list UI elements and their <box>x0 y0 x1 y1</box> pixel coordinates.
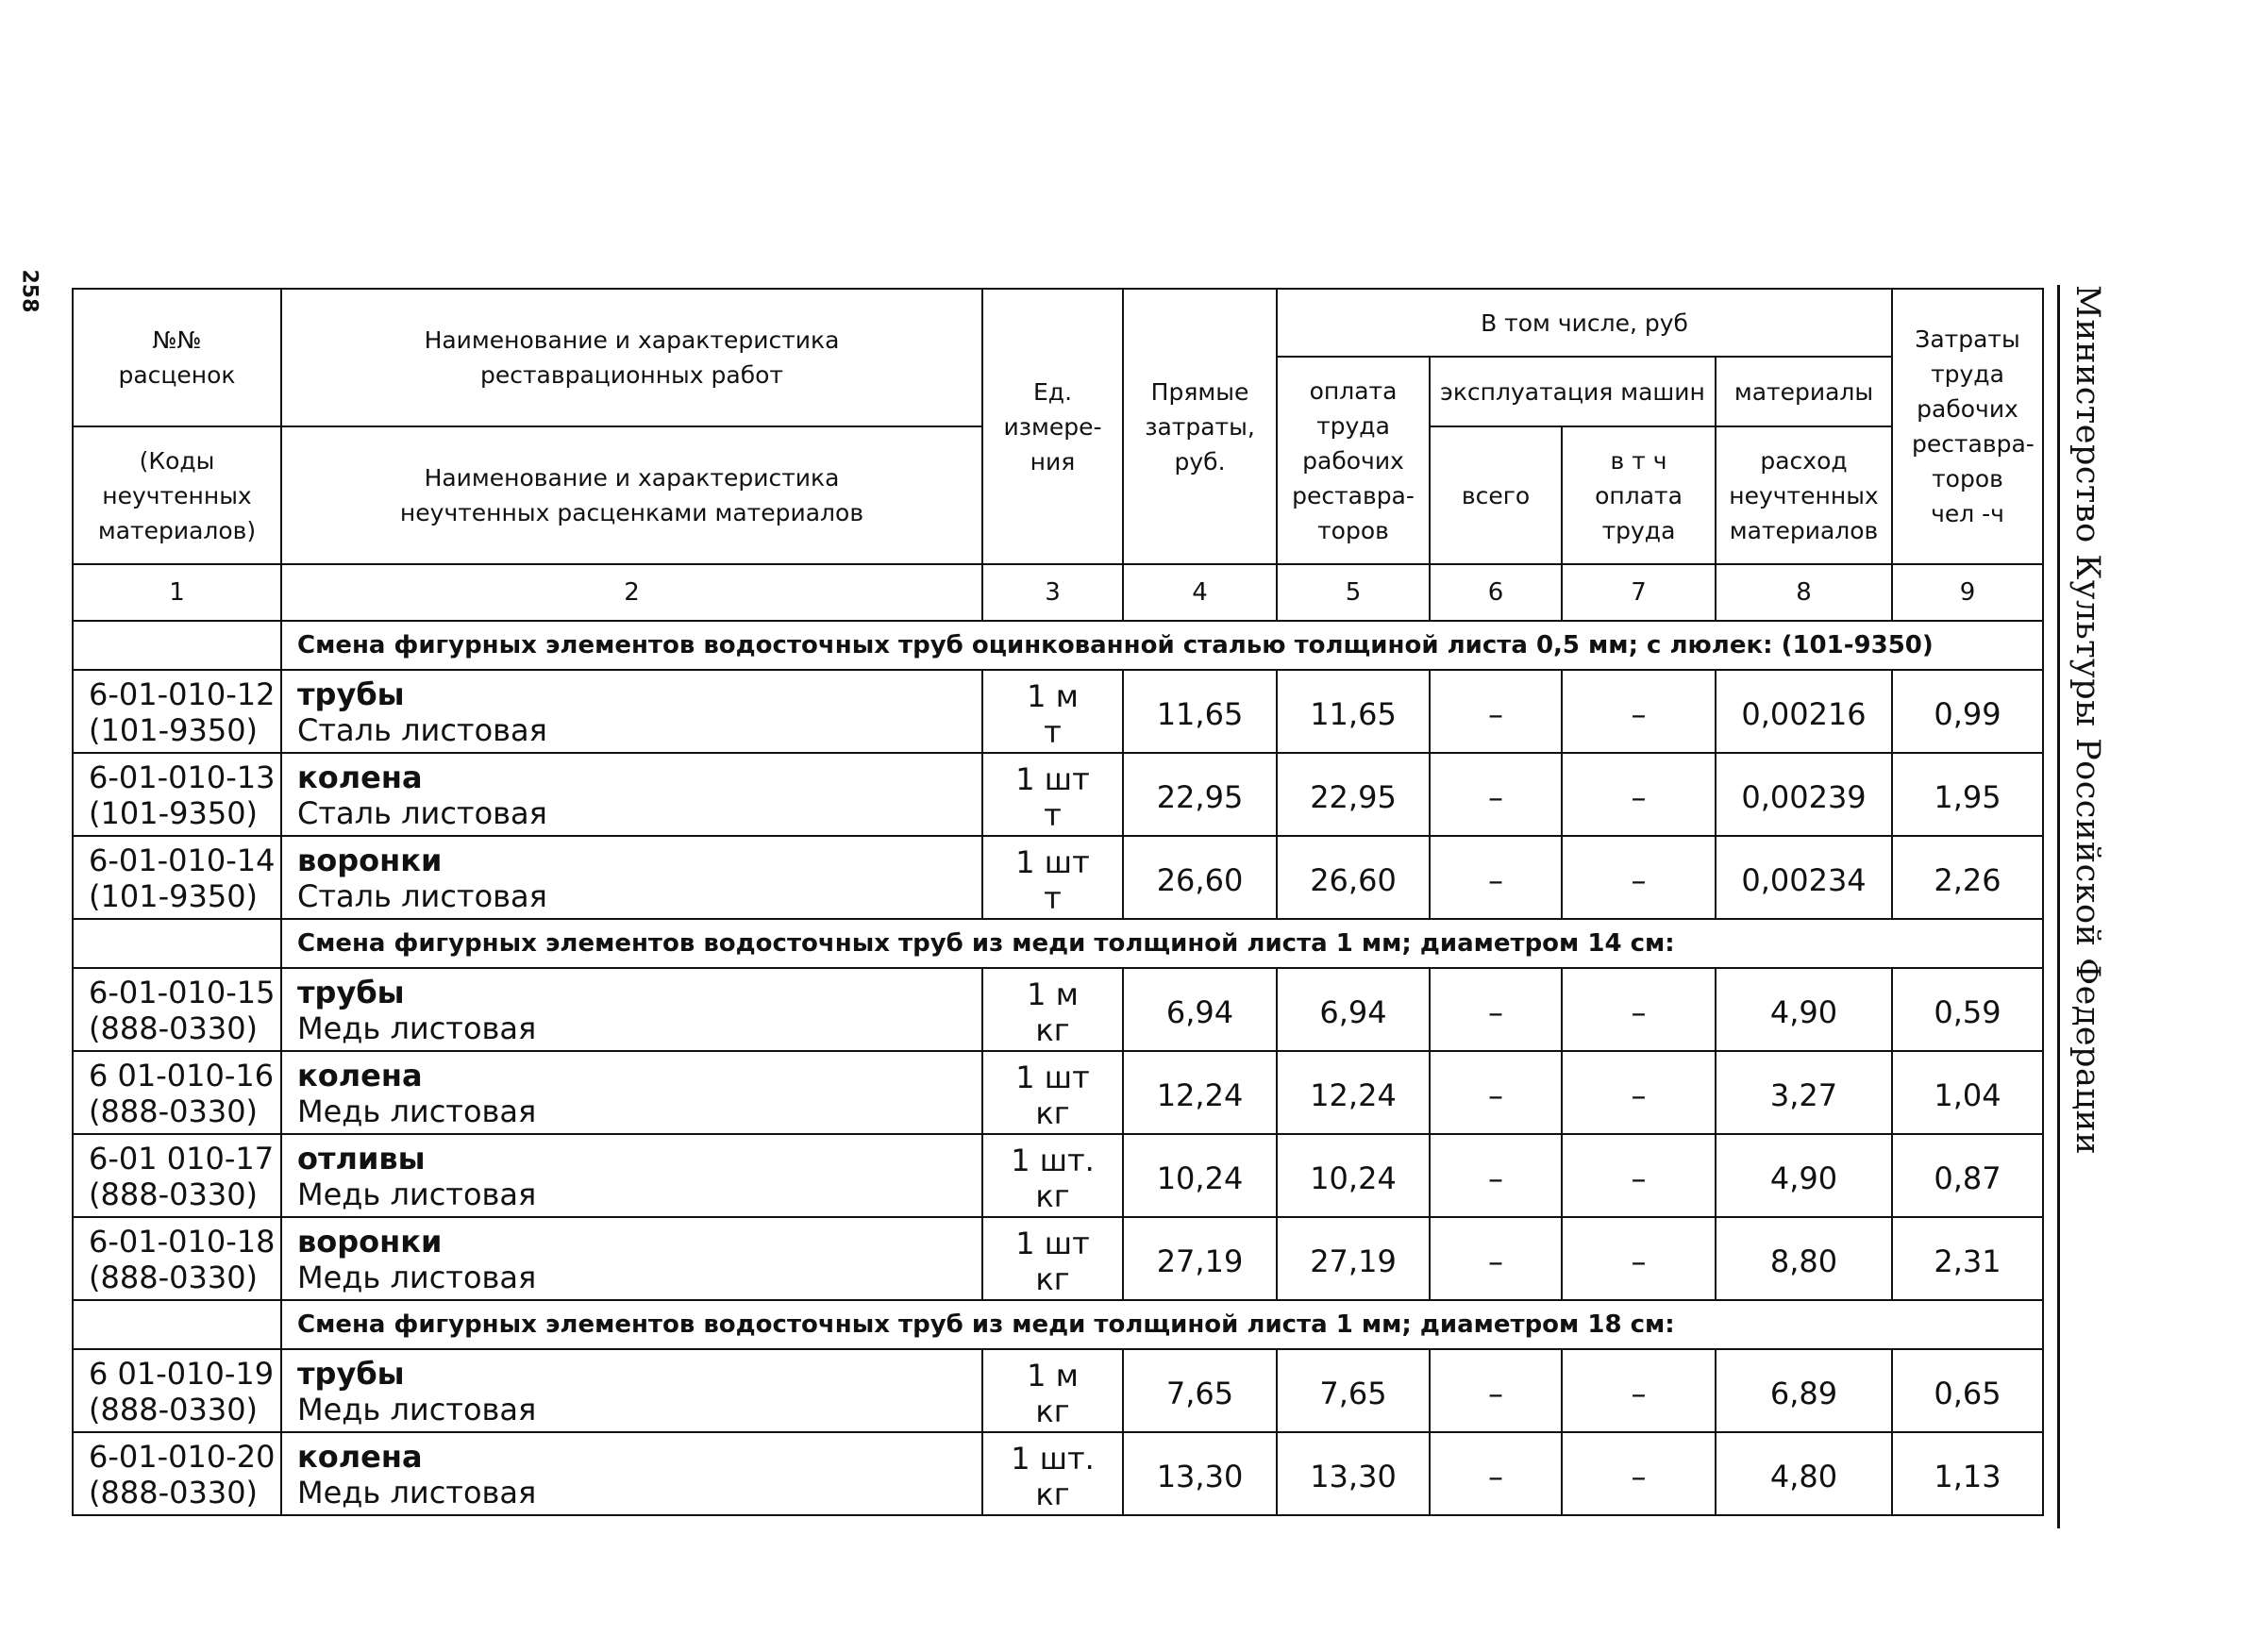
rate-code: 6-01-010-13 <box>89 759 276 795</box>
labor-hours-value: 2,31 <box>1892 1217 2043 1300</box>
material-code: (888-0330) <box>89 1093 259 1129</box>
materials-usage-value: 6,89 <box>1716 1349 1892 1432</box>
labor-hours-value: 0,65 <box>1892 1349 2043 1432</box>
material-code: (888-0330) <box>89 1176 259 1212</box>
unit-work: 1 м <box>1027 1358 1079 1393</box>
machines-labor-value: – <box>1562 1051 1716 1134</box>
machines-total-value: – <box>1430 1217 1562 1300</box>
work-name-cell <box>281 1432 982 1515</box>
labor-hours-value: 0,87 <box>1892 1134 2043 1217</box>
rate-code-cell <box>73 968 281 1051</box>
machines-labor-value: – <box>1562 1432 1716 1515</box>
header-materials-usage: расход неучтенных материалов <box>1716 426 1892 564</box>
rate-code-cell <box>73 1217 281 1300</box>
rate-code: 6 01-010-19 <box>89 1356 275 1392</box>
material-name: Медь листовая <box>297 1260 537 1295</box>
unit-cell <box>982 1349 1123 1432</box>
machines-total-value: – <box>1430 1134 1562 1217</box>
labor-pay-value: 27,19 <box>1277 1217 1430 1300</box>
rate-code: 6-01-010-14 <box>89 843 276 878</box>
unit-work: 1 м <box>1027 678 1079 714</box>
unit-material: т <box>1044 714 1062 750</box>
header-direct-costs: Прямые затраты, руб. <box>1123 289 1277 564</box>
unit-material: кг <box>1035 1012 1070 1048</box>
rate-code: 6-01-010-18 <box>89 1224 276 1260</box>
group-title: Смена фигурных элементов водосточных труб оцинкованной сталью толщиной листа 0,5 мм; с люлек: (101-9350) <box>281 621 2043 670</box>
unit-work: 1 шт. <box>1011 1143 1095 1178</box>
unit-material: т <box>1044 797 1062 833</box>
material-name: Медь листовая <box>297 1010 537 1046</box>
work-name-cell <box>281 1217 982 1300</box>
material-name: Медь листовая <box>297 1475 537 1510</box>
unit-cell <box>982 1134 1123 1217</box>
work-name-cell <box>281 753 982 836</box>
labor-pay-value: 11,65 <box>1277 670 1430 753</box>
machines-labor-value: – <box>1562 968 1716 1051</box>
material-name: Сталь листовая <box>297 795 547 831</box>
labor-hours-value: 1,13 <box>1892 1432 2043 1515</box>
table-row <box>73 1349 2043 1432</box>
header-including: В том числе, руб <box>1277 289 1892 357</box>
header-machines-labor: в т ч оплата труда <box>1562 426 1716 564</box>
work-name: колена <box>297 1439 423 1475</box>
side-title-text: Министерство Культуры Российской Федерации <box>2068 285 2106 1156</box>
machines-labor-value: – <box>1562 670 1716 753</box>
unit-work: 1 шт. <box>1011 1441 1095 1477</box>
labor-pay-value: 12,24 <box>1277 1051 1430 1134</box>
labor-hours-value: 1,04 <box>1892 1051 2043 1134</box>
work-name: колена <box>297 759 423 795</box>
direct-costs-value: 13,30 <box>1123 1432 1277 1515</box>
unit-work: 1 шт <box>1015 761 1090 797</box>
work-name: воронки <box>297 843 443 878</box>
unit-material: кг <box>1035 1095 1070 1131</box>
materials-usage-value: 4,90 <box>1716 1134 1892 1217</box>
unit-cell <box>982 1051 1123 1134</box>
work-name: воронки <box>297 1224 443 1260</box>
unit-cell <box>982 753 1123 836</box>
column-number: 1 <box>73 564 281 621</box>
rate-code-cell <box>73 1134 281 1217</box>
group-title: Смена фигурных элементов водосточных труб из меди толщиной листа 1 мм; диаметром 14 см: <box>281 919 2043 968</box>
rate-code: 6-01-010-20 <box>89 1439 276 1475</box>
group-code-cell <box>73 919 281 968</box>
rates-table <box>72 288 2044 1516</box>
direct-costs-value: 22,95 <box>1123 753 1277 836</box>
material-code: (101-9350) <box>89 712 259 748</box>
material-code: (888-0330) <box>89 1260 259 1295</box>
work-name-cell <box>281 1051 982 1134</box>
column-number: 5 <box>1277 564 1430 621</box>
header-material-codes: (Коды неучтенных материалов) <box>73 426 281 564</box>
direct-costs-value: 6,94 <box>1123 968 1277 1051</box>
work-name: трубы <box>297 1356 405 1392</box>
page-number: 258 <box>17 269 42 313</box>
rate-code-cell <box>73 1349 281 1432</box>
work-name-cell <box>281 1134 982 1217</box>
header-materials: материалы <box>1716 357 1892 426</box>
direct-costs-value: 11,65 <box>1123 670 1277 753</box>
material-name: Медь листовая <box>297 1093 537 1129</box>
materials-usage-value: 8,80 <box>1716 1217 1892 1300</box>
rate-code-cell <box>73 670 281 753</box>
unit-cell <box>982 836 1123 919</box>
unit-work: 1 м <box>1027 976 1079 1012</box>
machines-total-value: – <box>1430 670 1562 753</box>
machines-labor-value: – <box>1562 1349 1716 1432</box>
machines-labor-value: – <box>1562 1217 1716 1300</box>
rate-code: 6-01-010-15 <box>89 975 276 1010</box>
column-number: 3 <box>982 564 1123 621</box>
unit-material: кг <box>1035 1477 1070 1512</box>
labor-hours-value: 0,99 <box>1892 670 2043 753</box>
machines-total-value: – <box>1430 1349 1562 1432</box>
work-name-cell <box>281 968 982 1051</box>
work-name: колена <box>297 1058 423 1093</box>
machines-labor-value: – <box>1562 1134 1716 1217</box>
column-number: 6 <box>1430 564 1562 621</box>
material-code: (888-0330) <box>89 1475 259 1510</box>
unit-work: 1 шт <box>1015 844 1090 880</box>
direct-costs-value: 10,24 <box>1123 1134 1277 1217</box>
machines-labor-value: – <box>1562 753 1716 836</box>
material-code: (101-9350) <box>89 795 259 831</box>
labor-pay-value: 6,94 <box>1277 968 1430 1051</box>
labor-pay-value: 10,24 <box>1277 1134 1430 1217</box>
material-code: (101-9350) <box>89 878 259 914</box>
work-name-cell <box>281 836 982 919</box>
rate-code-cell <box>73 1051 281 1134</box>
table-row <box>73 1432 2043 1515</box>
header-rate-number: №№ расценок <box>73 289 281 426</box>
unit-material: т <box>1044 880 1062 916</box>
machines-labor-value: – <box>1562 836 1716 919</box>
materials-usage-value: 4,80 <box>1716 1432 1892 1515</box>
unit-work: 1 шт <box>1015 1060 1090 1095</box>
labor-pay-value: 13,30 <box>1277 1432 1430 1515</box>
material-code: (888-0330) <box>89 1010 259 1046</box>
materials-usage-value: 0,00216 <box>1716 670 1892 753</box>
direct-costs-value: 26,60 <box>1123 836 1277 919</box>
rate-code-cell <box>73 753 281 836</box>
unit-cell <box>982 1217 1123 1300</box>
unit-cell <box>982 968 1123 1051</box>
table-row <box>73 1134 2043 1217</box>
work-name-cell <box>281 1349 982 1432</box>
material-name: Медь листовая <box>297 1176 537 1212</box>
machines-total-value: – <box>1430 1432 1562 1515</box>
column-number: 9 <box>1892 564 2043 621</box>
header-labor-pay: оплата труда рабочих реставра- торов <box>1277 357 1430 564</box>
materials-usage-value: 4,90 <box>1716 968 1892 1051</box>
group-code-cell <box>73 1300 281 1349</box>
table-header <box>73 289 2043 621</box>
unit-material: кг <box>1035 1261 1070 1297</box>
labor-hours-value: 1,95 <box>1892 753 2043 836</box>
side-title <box>2053 285 2121 1536</box>
machines-total-value: – <box>1430 753 1562 836</box>
machines-total-value: – <box>1430 968 1562 1051</box>
labor-hours-value: 0,59 <box>1892 968 2043 1051</box>
machines-total-value: – <box>1430 836 1562 919</box>
materials-usage-value: 0,00234 <box>1716 836 1892 919</box>
labor-pay-value: 22,95 <box>1277 753 1430 836</box>
column-number: 2 <box>281 564 982 621</box>
materials-usage-value: 0,00239 <box>1716 753 1892 836</box>
work-name: отливы <box>297 1141 426 1176</box>
group-row <box>73 919 2043 968</box>
rate-code-cell <box>73 1432 281 1515</box>
column-numbers-row <box>73 564 2043 621</box>
column-number: 7 <box>1562 564 1716 621</box>
rate-code: 6 01-010-16 <box>89 1058 275 1093</box>
labor-hours-value: 2,26 <box>1892 836 2043 919</box>
group-title: Смена фигурных элементов водосточных труб из меди толщиной листа 1 мм; диаметром 18 см: <box>281 1300 2043 1349</box>
group-row <box>73 621 2043 670</box>
header-material-name: Наименование и характеристика неучтенных расценками материалов <box>281 426 982 564</box>
table-body <box>73 621 2043 1515</box>
header-labor-hours: Затраты труда рабочих реставра- торов чел -ч <box>1892 289 2043 564</box>
labor-pay-value: 26,60 <box>1277 836 1430 919</box>
group-code-cell <box>73 621 281 670</box>
labor-pay-value: 7,65 <box>1277 1349 1430 1432</box>
table-row <box>73 1051 2043 1134</box>
unit-work: 1 шт <box>1015 1226 1090 1261</box>
header-unit: Ед. измере- ния <box>982 289 1123 564</box>
table-row <box>73 968 2043 1051</box>
rate-code: 6-01 010-17 <box>89 1141 275 1176</box>
materials-usage-value: 3,27 <box>1716 1051 1892 1134</box>
work-name: трубы <box>297 975 405 1010</box>
table-row <box>73 670 2043 753</box>
work-name-cell <box>281 670 982 753</box>
header-machines-total: всего <box>1430 426 1562 564</box>
material-name: Медь листовая <box>297 1392 537 1427</box>
unit-material: кг <box>1035 1178 1070 1214</box>
group-row <box>73 1300 2043 1349</box>
unit-cell <box>982 670 1123 753</box>
material-name: Сталь листовая <box>297 878 547 914</box>
table-row <box>73 753 2043 836</box>
column-number: 4 <box>1123 564 1277 621</box>
table-row <box>73 1217 2043 1300</box>
direct-costs-value: 7,65 <box>1123 1349 1277 1432</box>
machines-total-value: – <box>1430 1051 1562 1134</box>
material-code: (888-0330) <box>89 1392 259 1427</box>
column-number: 8 <box>1716 564 1892 621</box>
header-work-name: Наименование и характеристика реставрационных работ <box>281 289 982 426</box>
rate-code-cell <box>73 836 281 919</box>
header-machines: эксплуатация машин <box>1430 357 1716 426</box>
unit-cell <box>982 1432 1123 1515</box>
rate-code: 6-01-010-12 <box>89 676 276 712</box>
table-row <box>73 836 2043 919</box>
work-name: трубы <box>297 676 405 712</box>
direct-costs-value: 12,24 <box>1123 1051 1277 1134</box>
direct-costs-value: 27,19 <box>1123 1217 1277 1300</box>
unit-material: кг <box>1035 1393 1070 1429</box>
material-name: Сталь листовая <box>297 712 547 748</box>
